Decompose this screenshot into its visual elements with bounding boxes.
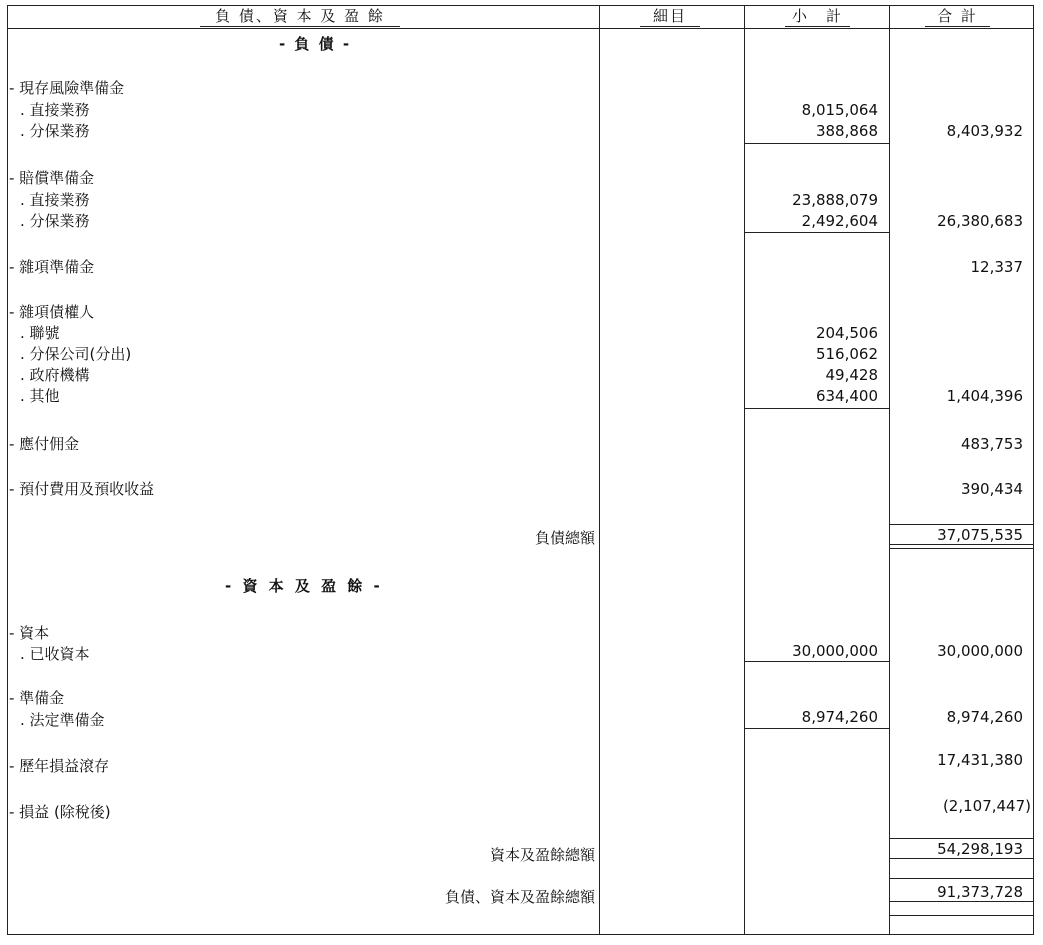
header-subtotal-col: 小 計 [785, 6, 850, 27]
retained-earnings-total: 17,431,380 [937, 751, 1023, 769]
header-item-col: 負 債、資 本 及 盈 餘 [200, 6, 400, 27]
equity-title: - 資 本 及 盈 餘 - [225, 577, 383, 595]
equity-total-value: 54,298,193 [937, 840, 1023, 858]
reserves-legal-label: . 法定準備金 [20, 711, 105, 729]
misc-creditor-sub: 204,506 [815, 324, 878, 342]
grand-total-label: 負債、資本及盈餘總額 [444, 888, 595, 906]
misc-creditors-total: 1,404,396 [946, 387, 1023, 405]
risk-reserve-reins-sub: 388,868 [815, 122, 878, 140]
equity-total-label: 資本及盈餘總額 [489, 846, 595, 864]
misc-creditor-label: . 聯號 [20, 324, 60, 342]
grand-total-value: 91,373,728 [937, 883, 1023, 901]
accrued-label: - 預付費用及預收收益 [9, 480, 155, 498]
misc-creditor-sub: 516,062 [815, 345, 878, 363]
commission-payable-total: 483,753 [960, 435, 1023, 453]
total-rule [889, 858, 1034, 859]
claims-reserve-total: 26,380,683 [937, 212, 1023, 230]
risk-reserve-reins-label: . 分保業務 [20, 122, 90, 140]
liabilities-total-label: 負債總額 [534, 529, 595, 547]
total-rule [889, 878, 1034, 879]
header-total-col: 合 計 [925, 6, 990, 27]
risk-reserve-direct-sub: 8,015,064 [801, 101, 878, 119]
risk-reserve-label: - 現存風險準備金 [9, 79, 125, 97]
claims-reserve-reins-sub: 2,492,604 [801, 212, 878, 230]
subtotal-rule [744, 408, 889, 409]
commission-payable-label: - 應付佣金 [9, 435, 80, 453]
capital-total: 30,000,000 [937, 642, 1023, 660]
risk-reserve-direct-label: . 直接業務 [20, 101, 90, 119]
reserves-legal-sub: 8,974,260 [801, 708, 878, 726]
liabilities-total-value: 37,075,535 [937, 526, 1023, 544]
misc-creditor-sub: 49,428 [825, 366, 878, 384]
misc-creditor-sub: 634,400 [815, 387, 878, 405]
claims-reserve-direct-sub: 23,888,079 [792, 191, 878, 209]
capital-paid-sub: 30,000,000 [792, 642, 878, 660]
claims-reserve-label: - 賠償準備金 [9, 169, 95, 187]
reserves-label: - 準備金 [9, 689, 65, 707]
risk-reserve-total: 8,403,932 [946, 122, 1023, 140]
liabilities-title: - 負 債 - [278, 35, 352, 53]
capital-paid-label: . 已收資本 [20, 645, 90, 663]
claims-reserve-direct-label: . 直接業務 [20, 191, 90, 209]
subtotal-rule [744, 143, 889, 144]
pnl-total: (2,107,447) [942, 797, 1031, 815]
column-divider [744, 5, 745, 935]
subtotal-rule [744, 661, 889, 662]
misc-reserve-label: - 雜項準備金 [9, 258, 95, 276]
grand-total-rule [889, 901, 1034, 902]
misc-reserve-total: 12,337 [970, 258, 1023, 276]
misc-creditor-label: . 其他 [20, 387, 60, 405]
header-detail-col: 細目 [640, 6, 700, 27]
subtotal-rule [744, 232, 889, 233]
pnl-label: - 損益 (除稅後) [9, 803, 111, 821]
capital-label: - 資本 [9, 624, 50, 642]
column-divider [599, 5, 600, 935]
retained-earnings-label: - 歷年損益滾存 [9, 757, 110, 775]
reserves-total: 8,974,260 [946, 708, 1023, 726]
grand-total-double-rule [889, 915, 1034, 916]
header-rule [7, 28, 1034, 29]
subtotal-rule [744, 728, 889, 729]
misc-creditor-label: . 分保公司(分出) [20, 345, 132, 363]
misc-creditors-label: - 雜項債權人 [9, 303, 95, 321]
misc-creditor-label: . 政府機構 [20, 366, 90, 384]
total-double-rule [889, 548, 1034, 549]
balance-sheet-frame [7, 5, 1034, 935]
accrued-total: 390,434 [960, 480, 1023, 498]
claims-reserve-reins-label: . 分保業務 [20, 212, 90, 230]
total-rule [889, 544, 1034, 545]
